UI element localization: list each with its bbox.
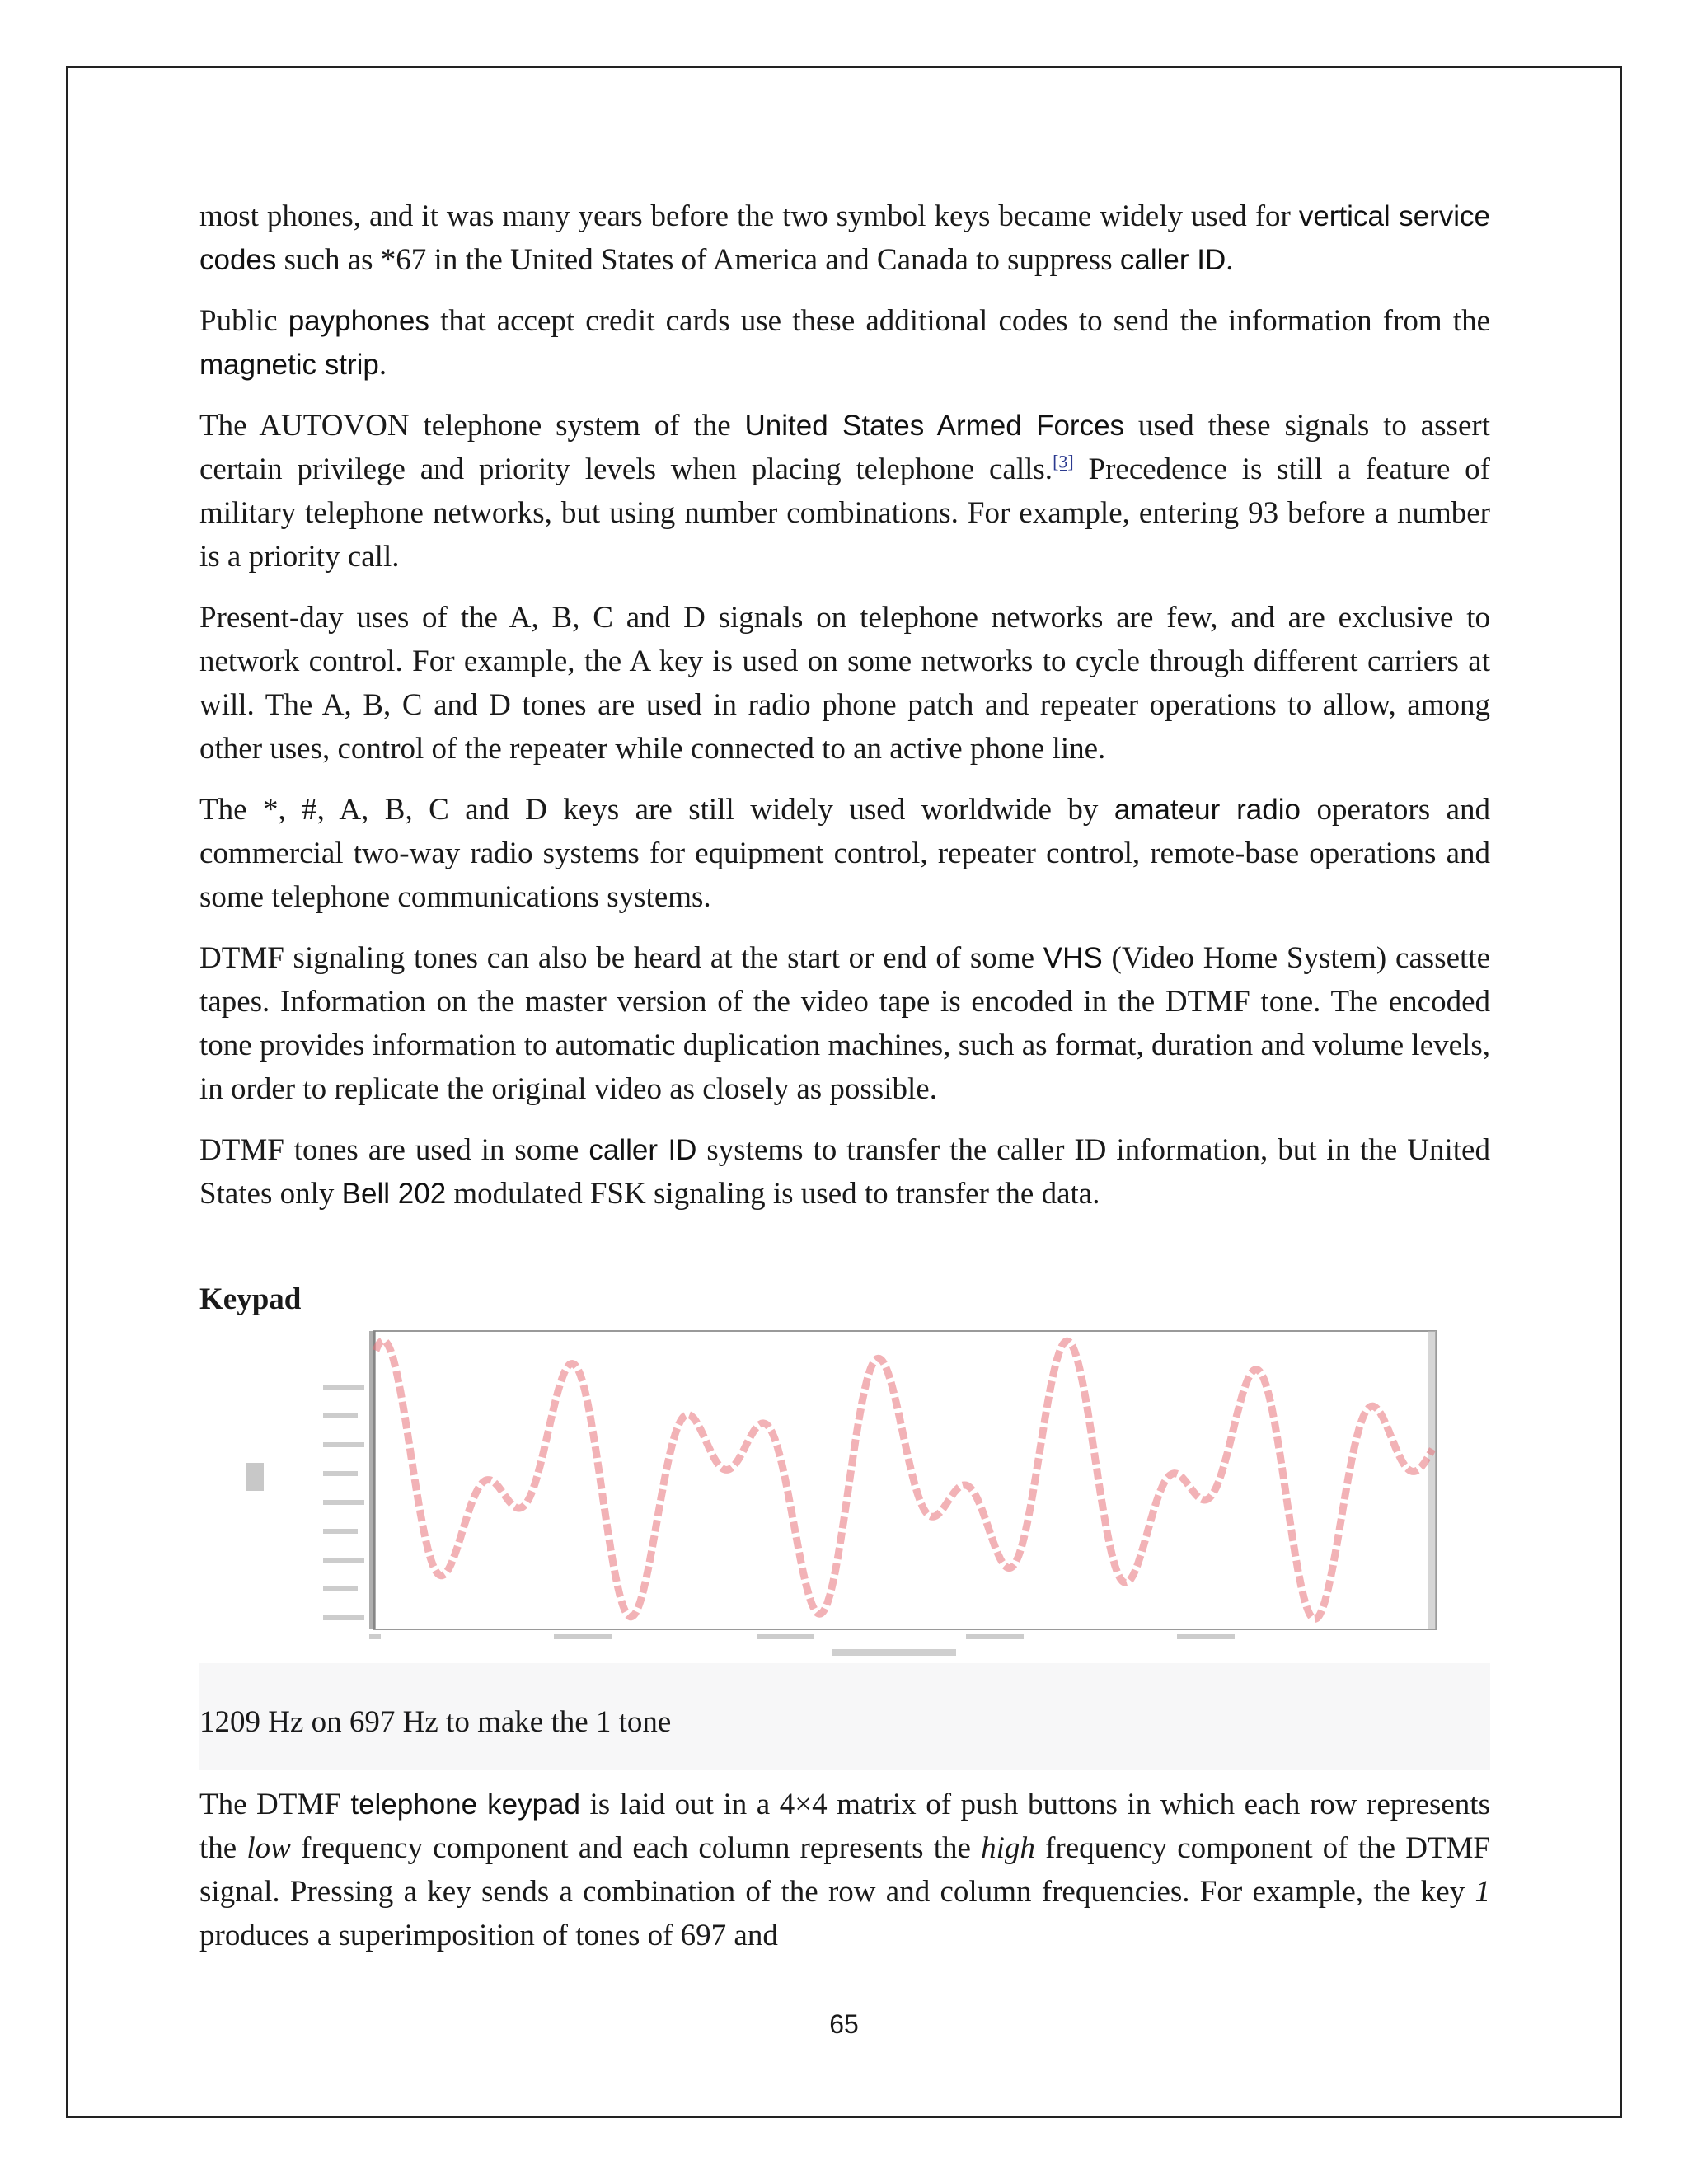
plot-left-edge	[369, 1331, 376, 1629]
text-run: operators and commercial two-way radio systems for equipment control, repeater control, remote-base operations and some telephone communications systems.	[199, 793, 1490, 914]
paragraph-present-day-uses: Present-day uses of the A, B, C and D signals on telephone networks are few, and are exclusive to network control. For example, the A key is used on some networks to cycle through different carriers at will. The A, B, C and D tones are used in radio phone patch and repeater operations to allow, among other uses, control of the repeater while connected to an active phone line.	[199, 601, 1490, 766]
text-run: is laid out in a 4×4 matrix of push buttons in which each row represents the	[199, 1788, 1490, 1865]
text-run: (Video Home System) cassette tapes. Information on the master version of the video tape is encoded in the DTMF tone. The encoded tone provides information to automatic duplication machines, such as format, duration and volume levels, in order to replicate the original video as closely as possible.	[199, 941, 1490, 1106]
text-run: systems to transfer the caller ID information, but in the United States only	[199, 1133, 1490, 1211]
paragraph-autovon	[199, 404, 1490, 579]
text-run: frequency component of the DTMF signal. Pressing a key sends a combination of the row and column frequencies. For example, the key	[199, 1831, 1490, 1909]
paragraph-amateur-radio	[199, 788, 1490, 919]
x-tick-label-blur	[966, 1634, 1024, 1639]
paragraph-service-codes	[199, 194, 1490, 282]
text-run: .	[378, 348, 387, 382]
link-telephone-keypad[interactable]: telephone keypad	[350, 1788, 580, 1821]
waveform-figure	[199, 1321, 1490, 1663]
link-payphones[interactable]: payphones	[288, 305, 429, 337]
paragraph-payphones	[199, 299, 1490, 387]
paragraph-vhs	[199, 936, 1490, 1111]
text-run: that accept credit cards use these additional codes to send the information from the	[429, 304, 1491, 338]
y-tick-label-blur	[323, 1442, 364, 1447]
y-tick-label-blur	[323, 1471, 358, 1476]
x-tick-label-blur	[757, 1634, 814, 1639]
y-axis-label-blur	[246, 1463, 264, 1491]
plot-right-edge	[1428, 1331, 1436, 1629]
link-caller-id[interactable]: caller ID	[588, 1134, 697, 1166]
y-tick-label-blur	[323, 1385, 364, 1390]
y-tick-label-blur	[323, 1615, 364, 1620]
paragraph-keypad-matrix	[199, 1783, 1490, 1957]
text-run: The *, #, A, B, C and D keys are still widely used worldwide by	[199, 793, 1114, 827]
x-tick-label-blur	[1177, 1634, 1235, 1639]
y-axis-ticks	[323, 1385, 364, 1620]
reference-link[interactable]: [3]	[1053, 451, 1074, 472]
document-body	[199, 194, 1490, 1975]
waveform-plot	[199, 1321, 1490, 1663]
text-run: such as *67 in the United States of America and Canada to suppress	[276, 243, 1120, 277]
figure-caption: 1209 Hz on 697 Hz to make the 1 tone	[199, 1705, 672, 1739]
text-run: The DTMF	[199, 1788, 351, 1821]
text-run: DTMF signaling tones can also be heard at the start or end of some	[199, 941, 1043, 975]
emphasis-key-1: 1	[1475, 1875, 1490, 1909]
figure-container	[199, 1321, 1490, 1770]
y-tick-label-blur	[323, 1413, 358, 1418]
link-vertical-service-codes[interactable]: vertical service codes	[199, 200, 1490, 276]
y-tick-label-blur	[323, 1586, 358, 1591]
text-run: Precedence is still a feature of military telephone networks, but using number combinations. For example, entering 93 before a number is a priority call.	[199, 452, 1490, 574]
text-run: frequency component and each column represents the	[290, 1831, 982, 1865]
emphasis-high: high	[981, 1831, 1035, 1865]
section-heading-keypad: Keypad	[199, 1282, 302, 1316]
x-axis-ticks	[369, 1634, 1235, 1639]
emphasis-low: low	[246, 1831, 291, 1865]
text-run: .	[1226, 243, 1234, 277]
page-number: 65	[829, 2009, 859, 2039]
x-tick-label-blur	[369, 1634, 381, 1639]
y-tick-label-blur	[323, 1558, 364, 1563]
link-magnetic-strip[interactable]: magnetic strip	[199, 349, 379, 381]
paragraph-caller-id	[199, 1128, 1490, 1216]
text-run: DTMF tones are used in some	[199, 1133, 589, 1167]
text-run: modulated FSK signaling is used to transfer the data.	[446, 1177, 1100, 1211]
x-tick-label-blur	[554, 1634, 612, 1639]
y-tick-label-blur	[323, 1529, 358, 1534]
text-run: produces a superimposition of tones of 697 and	[199, 1919, 778, 1952]
link-caller-id[interactable]: caller ID	[1119, 244, 1226, 276]
y-tick-label-blur	[323, 1500, 364, 1505]
text-run: most phones, and it was many years before the two symbol keys became widely used for	[199, 199, 1299, 233]
link-us-armed-forces[interactable]: United States Armed Forces	[744, 410, 1125, 442]
x-axis-label-blur	[832, 1649, 956, 1656]
text-run: used these signals to assert certain privilege and priority levels when placing telephone calls.	[199, 409, 1490, 486]
text-run: The AUTOVON telephone system of the	[199, 409, 745, 443]
link-vhs[interactable]: VHS	[1043, 942, 1103, 974]
link-amateur-radio[interactable]: amateur radio	[1114, 794, 1301, 826]
text-run: Public	[199, 304, 288, 338]
link-bell-202[interactable]: Bell 202	[341, 1178, 447, 1210]
